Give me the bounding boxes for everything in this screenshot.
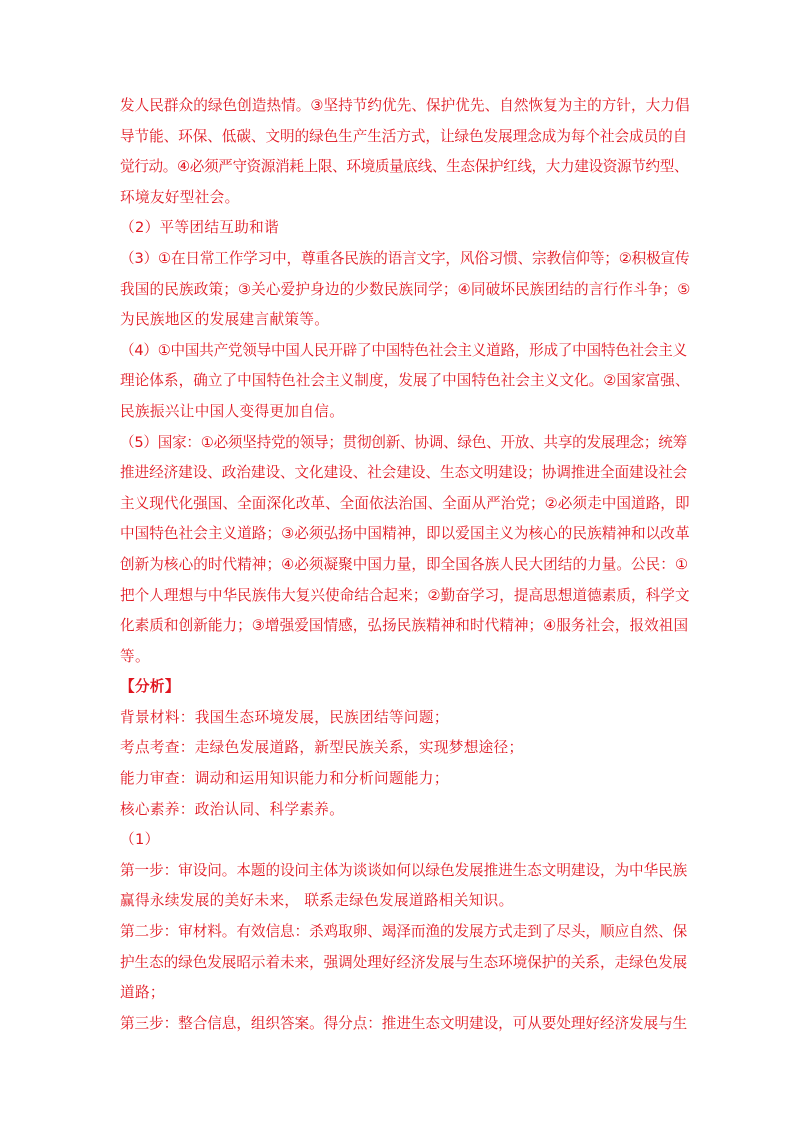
text-line: 发人民群众的绿色创造热情。③坚持节约优先、保护优先、自然恢复为主的方针，大力倡 — [120, 97, 690, 114]
answer-5-line: （5）国家：①必须坚持党的领导；贯彻创新、协调、绿色、开放、共享的发展理念；统筹 — [120, 433, 687, 451]
answer-3-line: （3）①在日常工作学习中，尊重各民族的语言文字，风俗习惯、宗教信仰等；②积极宣传 — [120, 249, 690, 267]
text-line: 理论体系，确立了中国特色社会主义制度，发展了中国特色社会主义文化。②国家富强、 — [120, 372, 690, 390]
text-line: 环境友好型社会。 — [120, 188, 240, 206]
document-body — [120, 91, 690, 1039]
exam-point-line: 考点考查：走绿色发展道路，新型民族关系，实现梦想途径； — [120, 739, 524, 757]
text-line: 中国特色社会主义道路；③必须弘扬中国精神，即以爱国主义为核心的民族精神和以改革 — [120, 525, 690, 543]
text-line: 民族振兴让中国人变得更加自信。 — [120, 402, 345, 420]
text-line: 推进经济建设、政治建设、文化建设、社会建设、生态文明建设；协调推进全面建设社会 — [120, 464, 688, 482]
text-line: 觉行动。④必须严守资源消耗上限、环境质量底线、生态保护红线，大力建设资源节约型、 — [120, 158, 689, 176]
text-line: 把个人理想与中华民族伟大复兴使命结合起来；②勤奋学习，提高思想道德素质，科学文 — [120, 586, 690, 604]
answer-2-heading: （2）平等团结互助和谐 — [120, 219, 280, 237]
step-1-line: 第一步：审设问。本题的设问主体为谈谈如何以绿色发展推进生态文明建设，为中华民族 — [120, 861, 688, 879]
text-line: 等。 — [120, 647, 150, 665]
text-line: 道路； — [120, 984, 165, 1002]
text-line: 创新为核心的时代精神；④必须凝聚中国力量，即全国各族人民大团结的力量。公民：① — [120, 555, 689, 573]
analysis-heading: 【分析】 — [120, 678, 180, 696]
background-material-line: 背景材料：我国生态环境发展，民族团结等问题； — [120, 708, 449, 726]
answer-4-line: （4）①中国共产党领导中国人民开辟了中国特色社会主义道路，形成了中国特色社会主义 — [120, 341, 687, 359]
text-line: 赢得永续发展的美好未来， 联系走绿色发展道路相关知识。 — [120, 892, 514, 910]
text-line: 护生态的绿色发展昭示着未来，强调处理好经济发展与生态环境保护的关系，走绿色发展 — [120, 953, 688, 971]
text-line: 为民族地区的发展建言献策等。 — [120, 311, 330, 329]
text-line: 导节能、环保、低碳、文明的绿色生产生活方式，让绿色发展理念成为每个社会成员的自 — [120, 127, 688, 145]
ability-line: 能力审查：调动和运用知识能力和分析问题能力； — [120, 770, 449, 788]
analysis-1-heading: （1） — [120, 831, 160, 849]
step-2-line: 第二步：审材料。有效信息：杀鸡取卵、竭泽而渔的发展方式走到了尽头，顺应自然、保 — [120, 923, 688, 941]
core-literacy-line: 核心素养：政治认同、科学素养。 — [120, 800, 345, 818]
text-line: 化素质和创新能力；③增强爱国情感，弘扬民族精神和时代精神；④服务社会，报效祖国 — [120, 617, 689, 635]
text-line: 我国的民族政策；③关心爱护身边的少数民族同学；④同破坏民族团结的言行作斗争；⑤ — [120, 280, 691, 298]
step-3-line: 第三步：整合信息，组织答案。得分点：推进生态文明建设，可从要处理好经济发展与生 — [120, 1014, 688, 1032]
text-line: 主义现代化强国、全面深化改革、全面依法治国、全面从严治党；②必须走中国道路，即 — [120, 494, 690, 512]
